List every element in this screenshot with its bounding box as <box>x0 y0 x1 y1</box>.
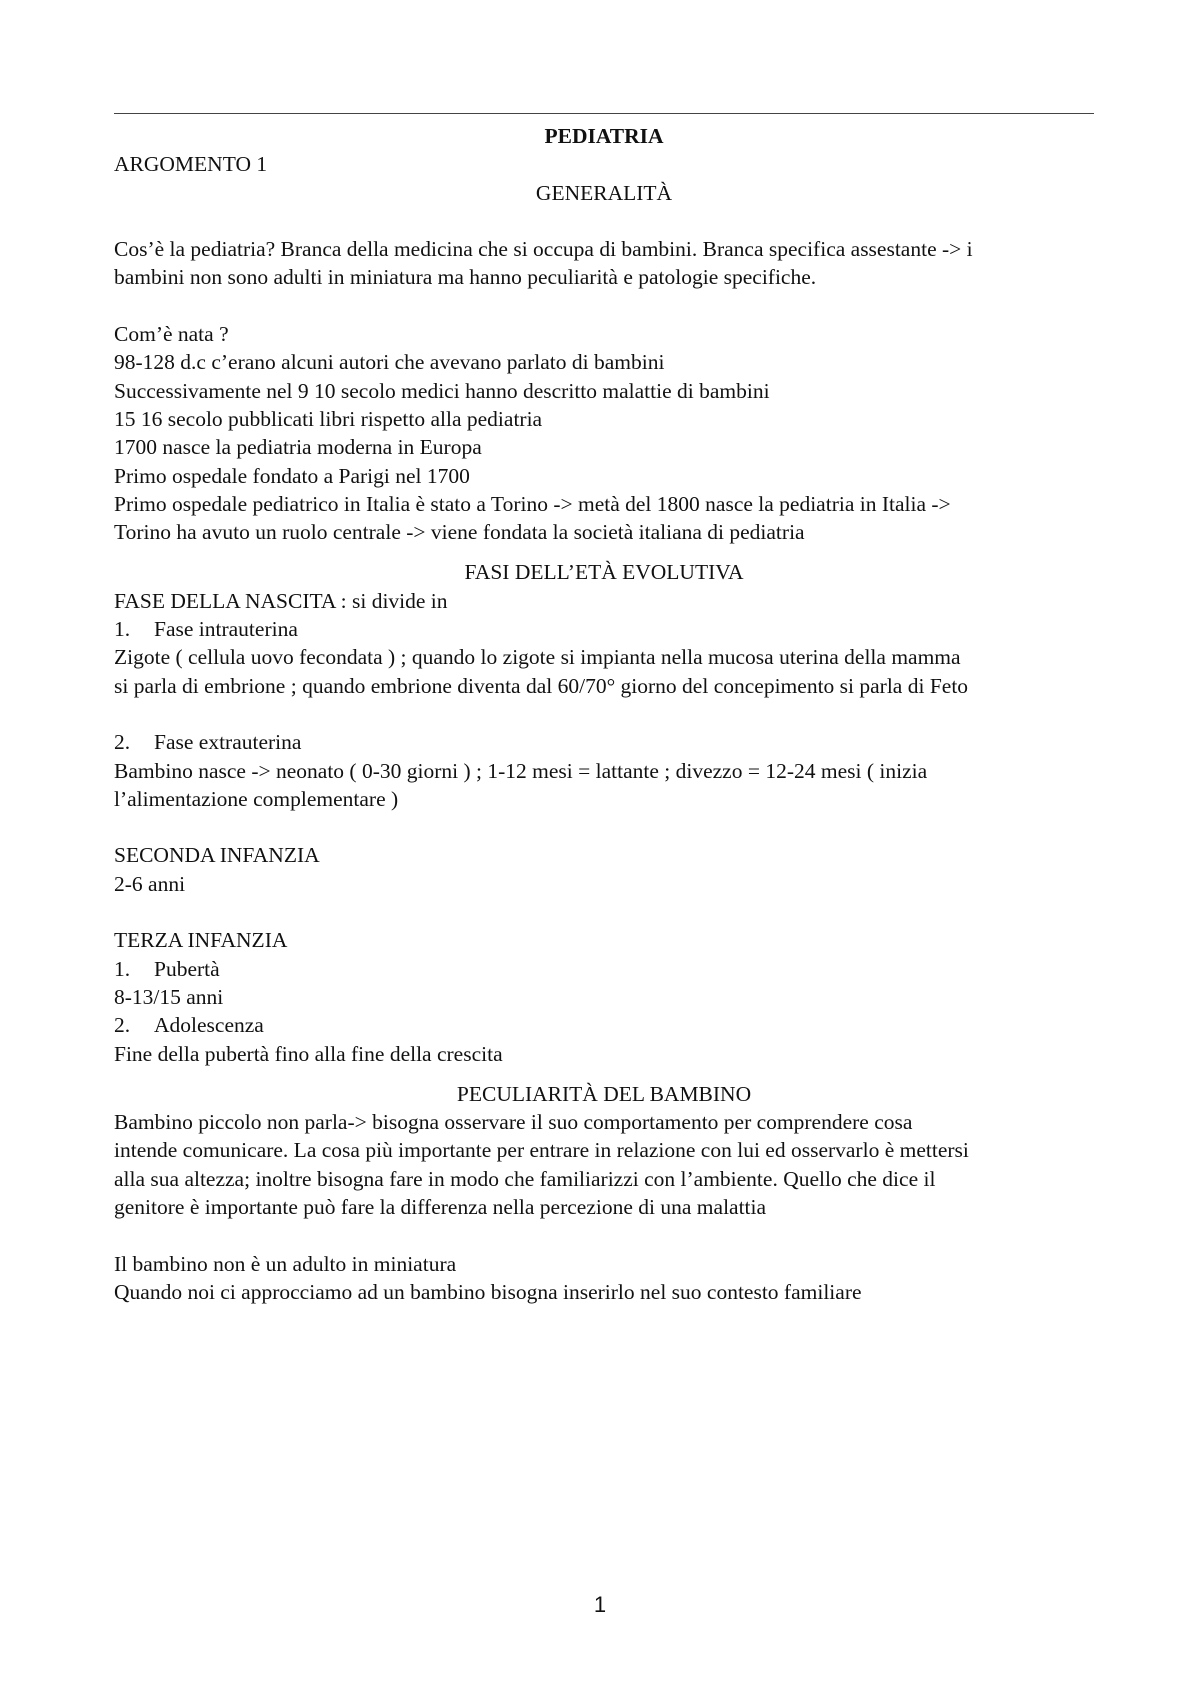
paragraph-line: intende comunicare. La cosa più importante per entrare in relazione con lui ed osservarlo è mettersi <box>114 1138 969 1163</box>
paragraph-line: Il bambino non è un adulto in miniatura <box>114 1251 457 1276</box>
list-item-label: Adolescenza <box>154 1013 264 1038</box>
paragraph-line: Bambino piccolo non parla-> bisogna osservare il suo comportamento per comprendere cosa <box>114 1110 913 1135</box>
list-item <box>114 615 1094 643</box>
document-body <box>114 122 1094 1306</box>
paragraph-line: l’alimentazione complementare ) <box>114 786 399 811</box>
paragraph-line: genitore è importante può fare la differenza nella percezione di una malattia <box>114 1194 767 1219</box>
history-line: Torino ha avuto un ruolo centrale -> viene fondata la società italiana di pediatria <box>114 520 805 545</box>
paragraph-line: Zigote ( cellula uovo fecondata ) ; quando lo zigote si impianta nella mucosa uterina della mamma <box>114 645 961 670</box>
history-line: 15 16 secolo pubblicati libri rispetto alla pediatria <box>114 406 543 431</box>
document-title: PEDIATRIA <box>544 124 664 148</box>
history-line: 1700 nasce la pediatria moderna in Europa <box>114 435 482 460</box>
header-rule <box>114 113 1094 114</box>
list-number: 1. <box>114 617 131 642</box>
subheading-seconda-infanzia: SECONDA INFANZIA <box>114 843 320 868</box>
list-number: 2. <box>114 1013 131 1038</box>
fase-nascita-label: FASE DELLA NASCITA : si divide in <box>114 588 448 613</box>
paragraph-line: 8-13/15 anni <box>114 984 224 1009</box>
paragraph-line: Fine della pubertà fino alla fine della crescita <box>114 1041 503 1066</box>
paragraph-line: Bambino nasce -> neonato ( 0-30 giorni ) ; 1-12 mesi = lattante ; divezzo = 12-24 mesi ( inizia <box>114 758 928 783</box>
page-number: 1 <box>593 1592 607 1617</box>
list-item-label: Pubertà <box>154 956 220 981</box>
history-line: Successivamente nel 9 10 secolo medici hanno descritto malattie di bambini <box>114 378 770 403</box>
history-line: 98-128 d.c c’erano alcuni autori che avevano parlato di bambini <box>114 350 665 375</box>
list-number: 1. <box>114 956 131 981</box>
paragraph-line: Cos’è la pediatria? Branca della medicina che si occupa di bambini. Branca specifica assestante -> i <box>114 237 973 262</box>
paragraph-line: alla sua altezza; inoltre bisogna fare in modo che familiarizzi con l’ambiente. Quello che dice il <box>114 1166 936 1191</box>
list-item <box>114 1011 1094 1039</box>
subheading-terza-infanzia: TERZA INFANZIA <box>114 928 288 953</box>
paragraph-line: Quando noi ci approcciamo ad un bambino bisogna inserirlo nel suo contesto familiare <box>114 1279 862 1304</box>
history-line: Primo ospedale fondato a Parigi nel 1700 <box>114 463 470 488</box>
section-heading-fasi: FASI DELL’ETÀ EVOLUTIVA <box>464 560 744 585</box>
section-heading-peculiarita: PECULIARITÀ DEL BAMBINO <box>456 1081 752 1106</box>
list-number: 2. <box>114 730 131 755</box>
history-question: Com’è nata ? <box>114 322 229 347</box>
paragraph-line: 2-6 anni <box>114 871 186 896</box>
list-item-label: Fase extrauterina <box>154 730 302 755</box>
paragraph-line: bambini non sono adulti in miniatura ma hanno peculiarità e patologie specifiche. <box>114 265 817 290</box>
topic-label: ARGOMENTO 1 <box>114 152 268 177</box>
history-line: Primo ospedale pediatrico in Italia è stato a Torino -> metà del 1800 nasce la pediatria in Italia -> <box>114 491 951 516</box>
list-item <box>114 955 1094 983</box>
list-item <box>114 728 1094 756</box>
section-heading-generalita: GENERALITÀ <box>535 180 673 205</box>
paragraph-line: si parla di embrione ; quando embrione diventa dal 60/70° giorno del concepimento si parla di Feto <box>114 673 969 698</box>
list-item-label: Fase intrauterina <box>154 617 298 642</box>
